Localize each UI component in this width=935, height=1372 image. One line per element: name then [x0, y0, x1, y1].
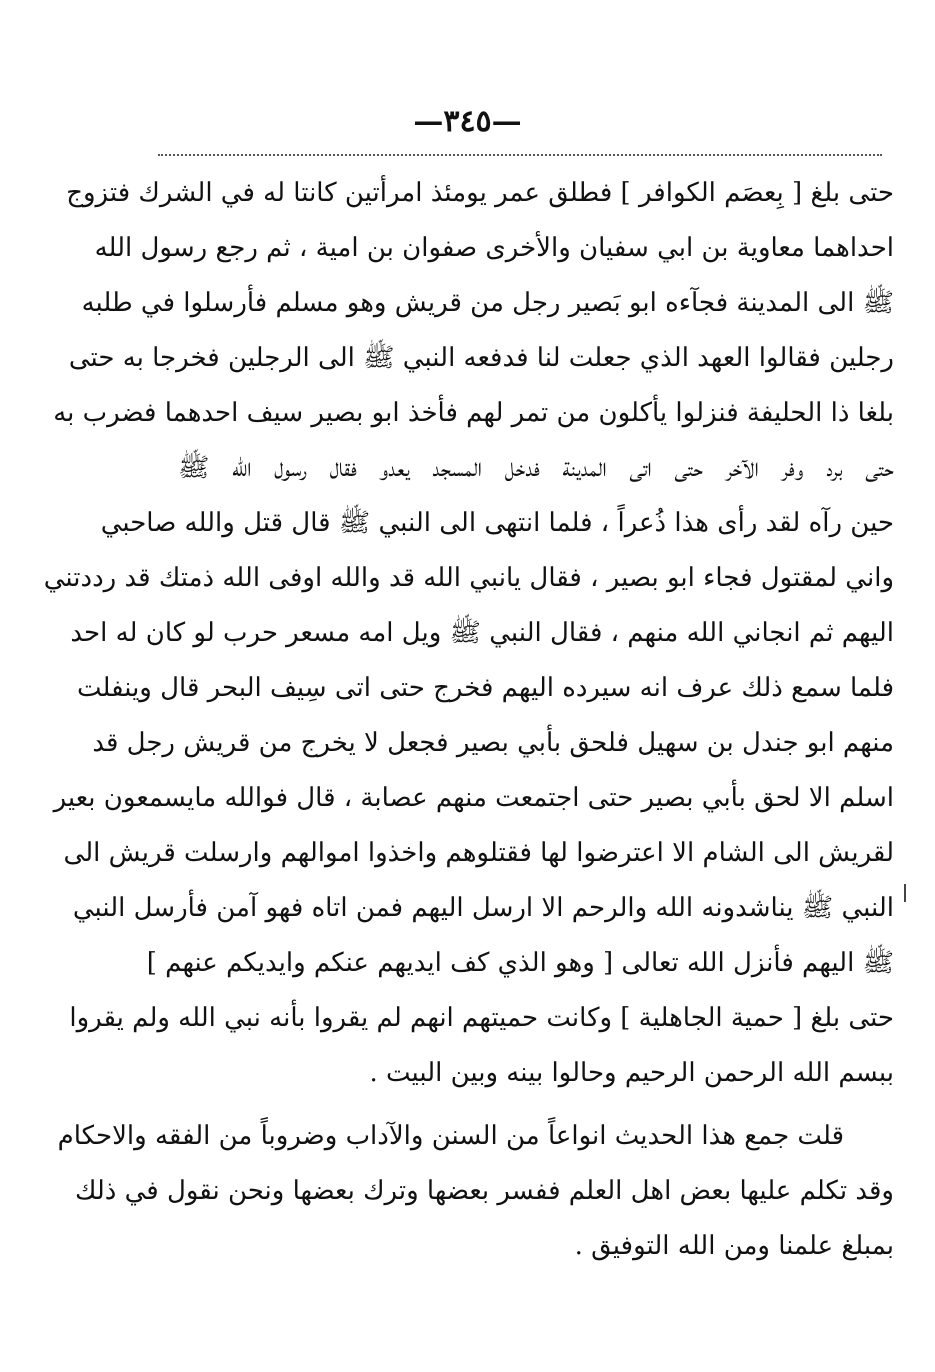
text-line: وقد تكلم عليها بعض اهل العلم ففسر بعضها وترك بعضها ونحن نقول في ذلك — [74, 1176, 894, 1206]
text-line: رجلين فقالوا العهد الذي جعلت لنا فدفعه النبي ﷺ الى الرجلين فخرجا به حتى — [68, 343, 894, 373]
text-line: ﷺ اليهم فأنزل الله تعالى [ وهو الذي كف ايديهم عنكم وايديكم عنهم ] — [146, 948, 894, 978]
text-line: احداهما معاوية بن ابي سفيان والأخرى صفوان بن امية ، ثم رجع رسول الله — [94, 233, 894, 263]
text-line: ﷺ الى المدينة فجآءه ابو بَصير رجل من قريش وهو مسلم فأرسلوا في طلبه — [81, 288, 894, 318]
text-line: واني لمقتول فجاء ابو بصير ، فقال يانبي الله قد والله اوفى الله ذمتك قد رددتني — [43, 563, 894, 593]
paragraph-2 — [57, 1109, 894, 1274]
text-line: حين رآه لقد رأى هذا ذُعراً ، فلما انتهى الى النبي ﷺ قال قتل والله صاحبي — [100, 508, 894, 538]
page-number: —٣٤٥— — [413, 104, 522, 139]
paragraph-1 — [43, 166, 894, 1101]
text-line: قلت جمع هذا الحديث انواعاً من السنن والآداب وضروباً من الفقه والاحكام — [57, 1121, 844, 1151]
text-line: بلغا ذا الحليفة فنزلوا يأكلون من تمر لهم فأخذ ابو بصير سيف احدهما فضرب به — [53, 398, 894, 428]
text-line: بمبلغ علمنا ومن الله التوفيق . — [574, 1231, 894, 1261]
text-line: النبي ﷺ يناشدونه الله والرحم الا ارسل اليهم فمن اتاه فهو آمن فأرسل النبي — [72, 893, 894, 923]
header-divider — [158, 154, 882, 156]
text-line: اسلم الا لحق بأبي بصير حتى اجتمعت منهم عصابة ، قال فوالله مايسمعون بعير — [53, 783, 894, 813]
body-text — [43, 166, 894, 1274]
text-line: اليهم ثم انجاني الله منهم ، فقال النبي ﷺ ويل امه مسعر حرب لو كان له احد — [70, 618, 894, 648]
paragraph-gap — [178, 1101, 894, 1109]
text-line: حتى بلغ [ بِعصَم الكوافر ] فطلق عمر يومئذ امرأتين كانتا له في الشرك فتزوج — [66, 178, 894, 208]
text-line: حتى بلغ [ حمية الجاهلية ] وكانت حميتهم انهم لم يقروا بأنه نبي الله ولم يقروا — [69, 1003, 894, 1033]
text-line: لقريش الى الشام الا اعترضوا لها فقتلوهم واخذوا اموالهم وارسلت قريش الى — [63, 838, 894, 868]
text-line: ببسم الله الرحمن الرحيم وحالوا بينه وبين البيت . — [369, 1058, 894, 1088]
text-line: فلما سمع ذلك عرف انه سيرده اليهم فخرج حتى اتى سِيف البحر قال وينفلت — [76, 673, 894, 703]
margin-mark — [904, 884, 906, 902]
text-line: منهم ابو جندل بن سهيل فلحق بأبي بصير فجعل لا يخرج من قريش رجل قد — [92, 728, 894, 758]
text-line: حتى برد وفر الآخر حتى اتى المدينة فدخل المسجد يعدو فقال رسول الله ﷺ — [178, 453, 894, 483]
